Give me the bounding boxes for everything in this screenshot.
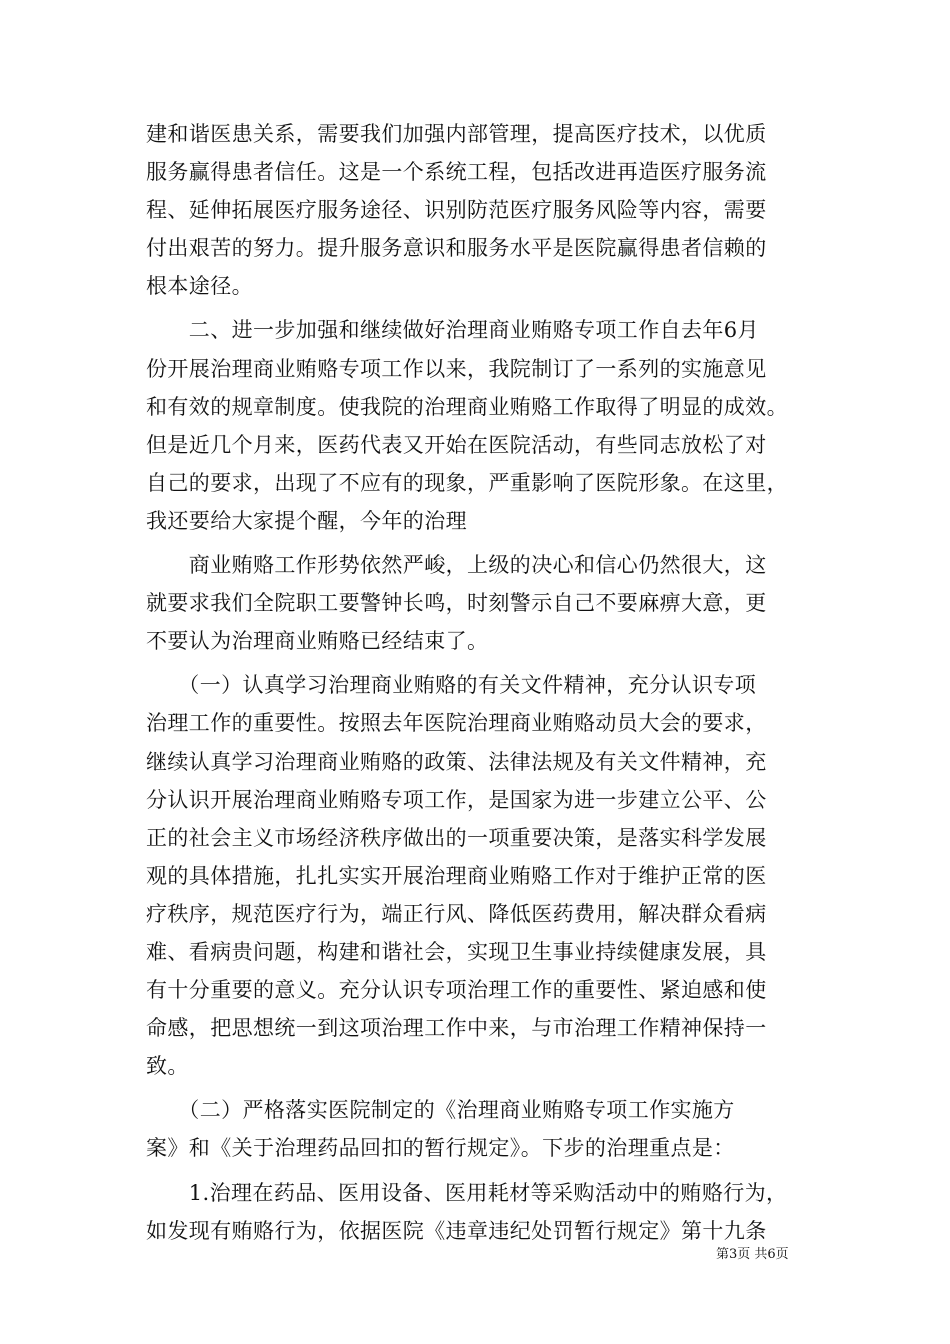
text-line: 疗秩序，规范医疗行为，端正行风、降低医药费用，解决群众看病 <box>146 901 767 926</box>
text-line: 我还要给大家提个醒，今年的治理 <box>146 508 467 533</box>
paragraph <box>146 666 808 1085</box>
text-line: 二、进一步加强和继续做好治理商业贿赂专项工作自去年6月 <box>146 318 759 343</box>
paragraph <box>146 115 808 305</box>
text-line: 不要认为治理商业贿赂已经结束了。 <box>146 629 489 654</box>
text-line: 命感，把思想统一到这项治理工作中来，与市治理工作精神保持一 <box>146 1016 767 1041</box>
text-line: 建和谐医患关系，需要我们加强内部管理，提高医疗技术，以优质 <box>146 122 767 146</box>
text-line: 观的具体措施，扎扎实实开展治理商业贿赂工作对于维护正常的医 <box>146 863 767 888</box>
text-line: 正的社会主义市场经济秩序做出的一项重要决策，是落实科学发展 <box>146 825 767 850</box>
text-line: 服务赢得患者信任。这是一个系统工程，包括改进再造医疗服务流 <box>146 160 767 185</box>
text-line: 程、延伸拓展医疗服务途径、识别防范医疗服务风险等内容，需要 <box>146 198 767 223</box>
text-line: 难、看病贵问题，构建和谐社会，实现卫生事业持续健康发展，具 <box>146 939 767 964</box>
text-line: 如发现有贿赂行为，依据医院《违章违纪处罚暂行规定》第十九条 <box>146 1218 767 1243</box>
paragraph <box>146 1091 808 1167</box>
text-line: 但是近几个月来，医药代表又开始在医院活动，有些同志放松了对 <box>146 432 767 457</box>
text-line: 治理工作的重要性。按照去年医院治理商业贿赂动员大会的要求， <box>146 711 767 736</box>
text-line: （一）认真学习治理商业贿赂的有关文件精神，充分认识专项 <box>146 673 757 698</box>
text-line: 根本途径。 <box>146 274 253 299</box>
text-line: 继续认真学习治理商业贿赂的政策、法律法规及有关文件精神，充 <box>146 749 767 774</box>
text-line: 就要求我们全院职工要警钟长鸣，时刻警示自己不要麻痹大意，更 <box>146 591 767 616</box>
page-number: 第3页 共6页 <box>716 1247 789 1262</box>
document-body <box>146 115 808 1250</box>
text-line: 致。 <box>146 1054 189 1079</box>
text-line: 份开展治理商业贿赂专项工作以来，我院制订了一系列的实施意见 <box>146 356 767 381</box>
text-line: 商业贿赂工作形势依然严峻，上级的决心和信心仍然很大，这 <box>146 553 767 578</box>
text-line: 自己的要求，出现了不应有的现象，严重影响了医院形象。在这里， <box>146 470 788 495</box>
paragraph <box>146 546 808 660</box>
paragraph <box>146 311 808 540</box>
text-line: 案》和《关于治理药品回扣的暂行规定》。下步的治理重点是： <box>146 1136 735 1161</box>
text-line: 有十分重要的意义。充分认识专项治理工作的重要性、紧迫感和使 <box>146 978 767 1003</box>
text-line: 和有效的规章制度。使我院的治理商业贿赂工作取得了明显的成效。 <box>146 394 788 419</box>
paragraph <box>146 1174 808 1250</box>
text-line: 分认识开展治理商业贿赂专项工作，是国家为进一步建立公平、公 <box>146 787 767 812</box>
text-line: （二）严格落实医院制定的《治理商业贿赂专项工作实施方 <box>146 1098 735 1123</box>
text-line: 付出艰苦的努力。提升服务意识和服务水平是医院赢得患者信赖的 <box>146 236 767 261</box>
text-line: 1.治理在药品、医用设备、医用耗材等采购活动中的贿赂行为， <box>146 1180 788 1205</box>
